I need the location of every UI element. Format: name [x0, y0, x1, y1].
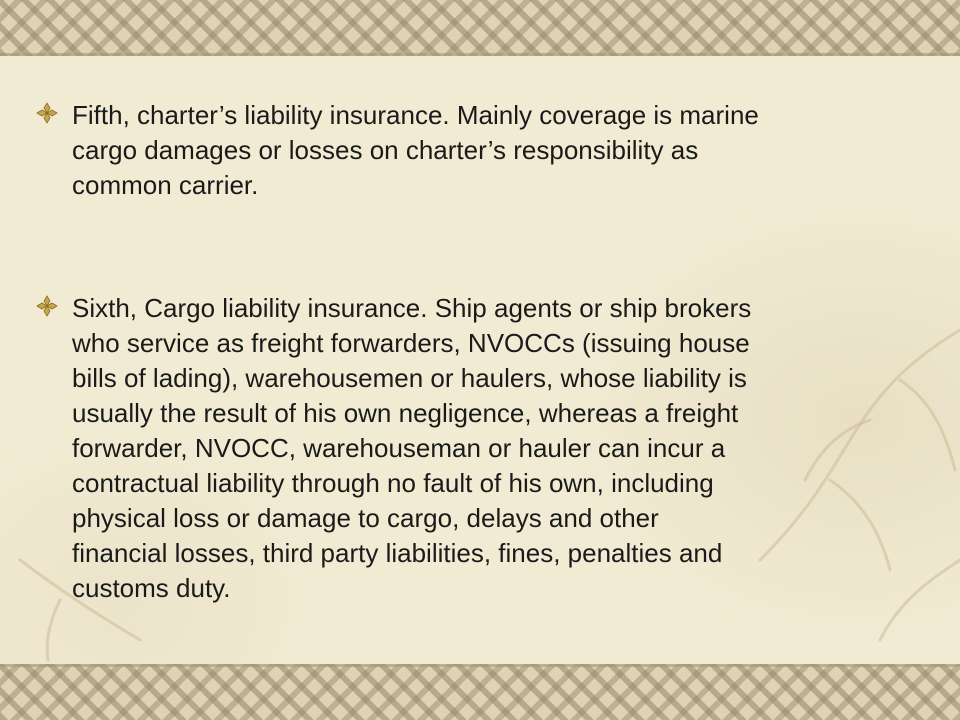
- text-line: forwarder, NVOCC, warehouseman or hauler can incur a: [72, 433, 726, 463]
- text-line: physical loss or damage to cargo, delays and other: [72, 503, 659, 533]
- bullet-item-sixth: [36, 291, 916, 606]
- text-line: Fifth, charter’s liability insurance. Mainly coverage is marine: [72, 100, 759, 130]
- diamond-quad-bullet-icon: [36, 295, 58, 317]
- text-line: customs duty.: [72, 573, 231, 603]
- bullet-text-sixth: [72, 291, 916, 606]
- bullet-list: [36, 98, 916, 606]
- text-line: common carrier.: [72, 170, 259, 200]
- diamond-quad-bullet-icon: [36, 102, 58, 124]
- top-decorative-border: [0, 0, 960, 56]
- text-line: contractual liability through no fault of his own, including: [72, 468, 714, 498]
- text-line: financial losses, third party liabilities, fines, penalties and: [72, 538, 723, 568]
- text-line: usually the result of his own negligence, whereas a freight: [72, 398, 739, 428]
- text-line: Sixth, Cargo liability insurance. Ship agents or ship brokers: [72, 293, 752, 323]
- bullet-item-fifth: [36, 98, 916, 203]
- text-line: bills of lading), warehousemen or haulers, whose liability is: [72, 363, 747, 393]
- bullet-text-fifth: [72, 98, 916, 203]
- text-line: cargo damages or losses on charter’s responsibility as: [72, 135, 699, 165]
- bottom-decorative-border: [0, 664, 960, 720]
- text-line: who service as freight forwarders, NVOCCs (issuing house: [72, 328, 750, 358]
